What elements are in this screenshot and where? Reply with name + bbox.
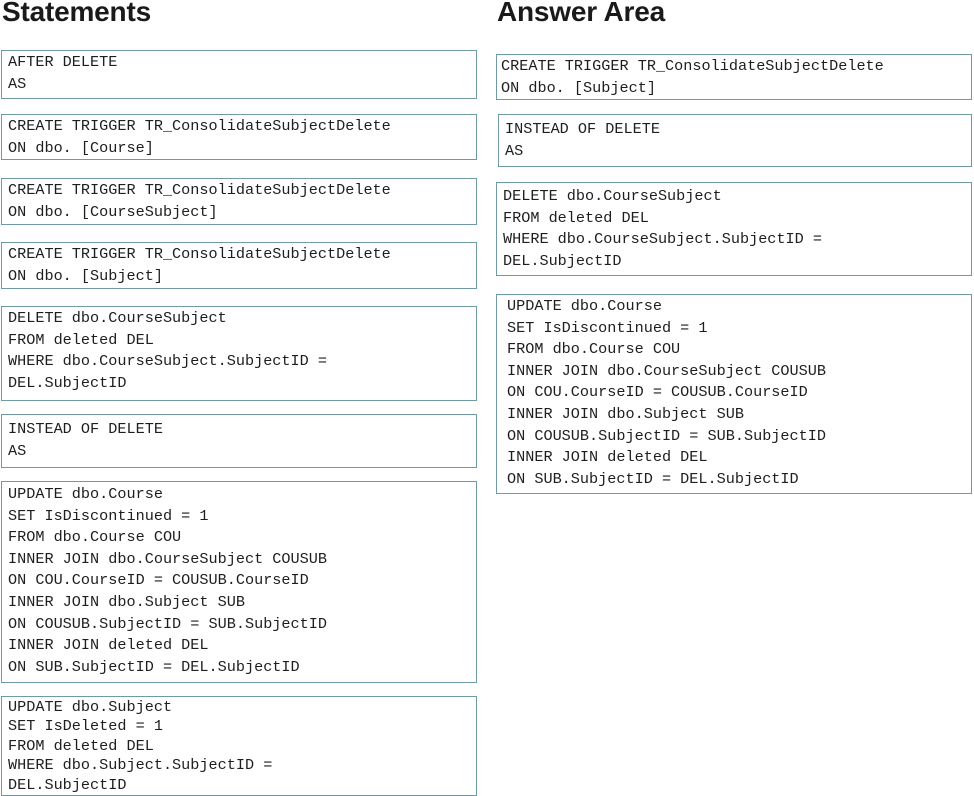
statement-line: UPDATE dbo.Subject [8,698,173,716]
statement-line: INNER JOIN deleted DEL [8,636,209,655]
statement-line: ON SUB.SubjectID = DEL.SubjectID [8,657,300,676]
statement-line: FROM dbo.Course COU [8,528,182,547]
answer-line: INNER JOIN deleted DEL [507,448,708,467]
answer-line: UPDATE dbo.Course [507,297,662,315]
answer-line: DEL.SubjectID [503,251,622,270]
answer-line: ON COU.CourseID = COUSUB.CourseID [507,383,808,402]
statement-line: CREATE TRIGGER TR_ConsolidateSubjectDelete [8,117,391,135]
statements-heading: Statements [2,0,151,27]
statement-line: ON dbo. [Subject] [8,266,163,285]
answer-line: ON SUB.SubjectID = DEL.SubjectID [507,469,799,488]
answer-line: INNER JOIN dbo.CourseSubject COUSUB [507,361,826,380]
statement-line: FROM deleted DEL [8,330,154,349]
statement-line: FROM deleted DEL [8,736,154,755]
answer-slot[interactable] [498,114,972,167]
statement-line: INNER JOIN dbo.CourseSubject COUSUB [8,549,327,568]
answer-line: ON COUSUB.SubjectID = SUB.SubjectID [507,426,826,445]
statement-tile[interactable] [1,178,477,225]
statement-tile[interactable] [1,414,477,468]
answer-line: INNER JOIN dbo.Subject SUB [507,404,744,423]
statement-line: WHERE dbo.Subject.SubjectID = [8,756,273,775]
statement-line: AFTER DELETE [8,53,118,71]
statement-line: AS [8,441,27,460]
answer-line: ON dbo. [Subject] [501,78,656,97]
statement-tile[interactable] [1,242,477,289]
statement-line: ON COUSUB.SubjectID = SUB.SubjectID [8,614,327,633]
statement-line: CREATE TRIGGER TR_ConsolidateSubjectDelete [8,245,391,263]
answer-slot[interactable] [496,54,972,100]
statement-tile[interactable] [1,50,477,99]
statement-line: SET IsDiscontinued = 1 [8,506,209,525]
answer-line: DELETE dbo.CourseSubject [503,187,722,205]
statement-tile[interactable] [1,306,477,401]
statement-line: SET IsDeleted = 1 [8,717,163,736]
statement-line: ON COU.CourseID = COUSUB.CourseID [8,571,309,590]
answer-line: CREATE TRIGGER TR_ConsolidateSubjectDelete [501,57,884,75]
statement-line: DEL.SubjectID [8,775,127,794]
statement-line: AS [8,74,27,93]
answer-area-heading: Answer Area [497,0,665,27]
answer-slot[interactable] [496,294,972,494]
answer-line: FROM deleted DEL [503,208,649,227]
statement-line: UPDATE dbo.Course [8,485,163,503]
statement-line: INSTEAD OF DELETE [8,420,163,438]
statement-tile[interactable] [1,696,477,796]
statement-line: ON dbo. [CourseSubject] [8,202,218,221]
answer-line: INSTEAD OF DELETE [505,120,660,138]
statement-line: ON dbo. [Course] [8,138,154,157]
statement-line: INNER JOIN dbo.Subject SUB [8,592,245,611]
statement-line: DELETE dbo.CourseSubject [8,309,227,327]
answer-line: SET IsDiscontinued = 1 [507,318,708,337]
statement-line: WHERE dbo.CourseSubject.SubjectID = [8,352,327,371]
statement-line: DEL.SubjectID [8,373,127,392]
statement-tile[interactable] [1,481,477,683]
answer-line: FROM dbo.Course COU [507,340,681,359]
answer-slot[interactable] [496,182,972,276]
statement-tile[interactable] [1,114,477,160]
answer-line: AS [505,141,524,160]
statement-line: CREATE TRIGGER TR_ConsolidateSubjectDelete [8,181,391,199]
answer-line: WHERE dbo.CourseSubject.SubjectID = [503,230,822,249]
